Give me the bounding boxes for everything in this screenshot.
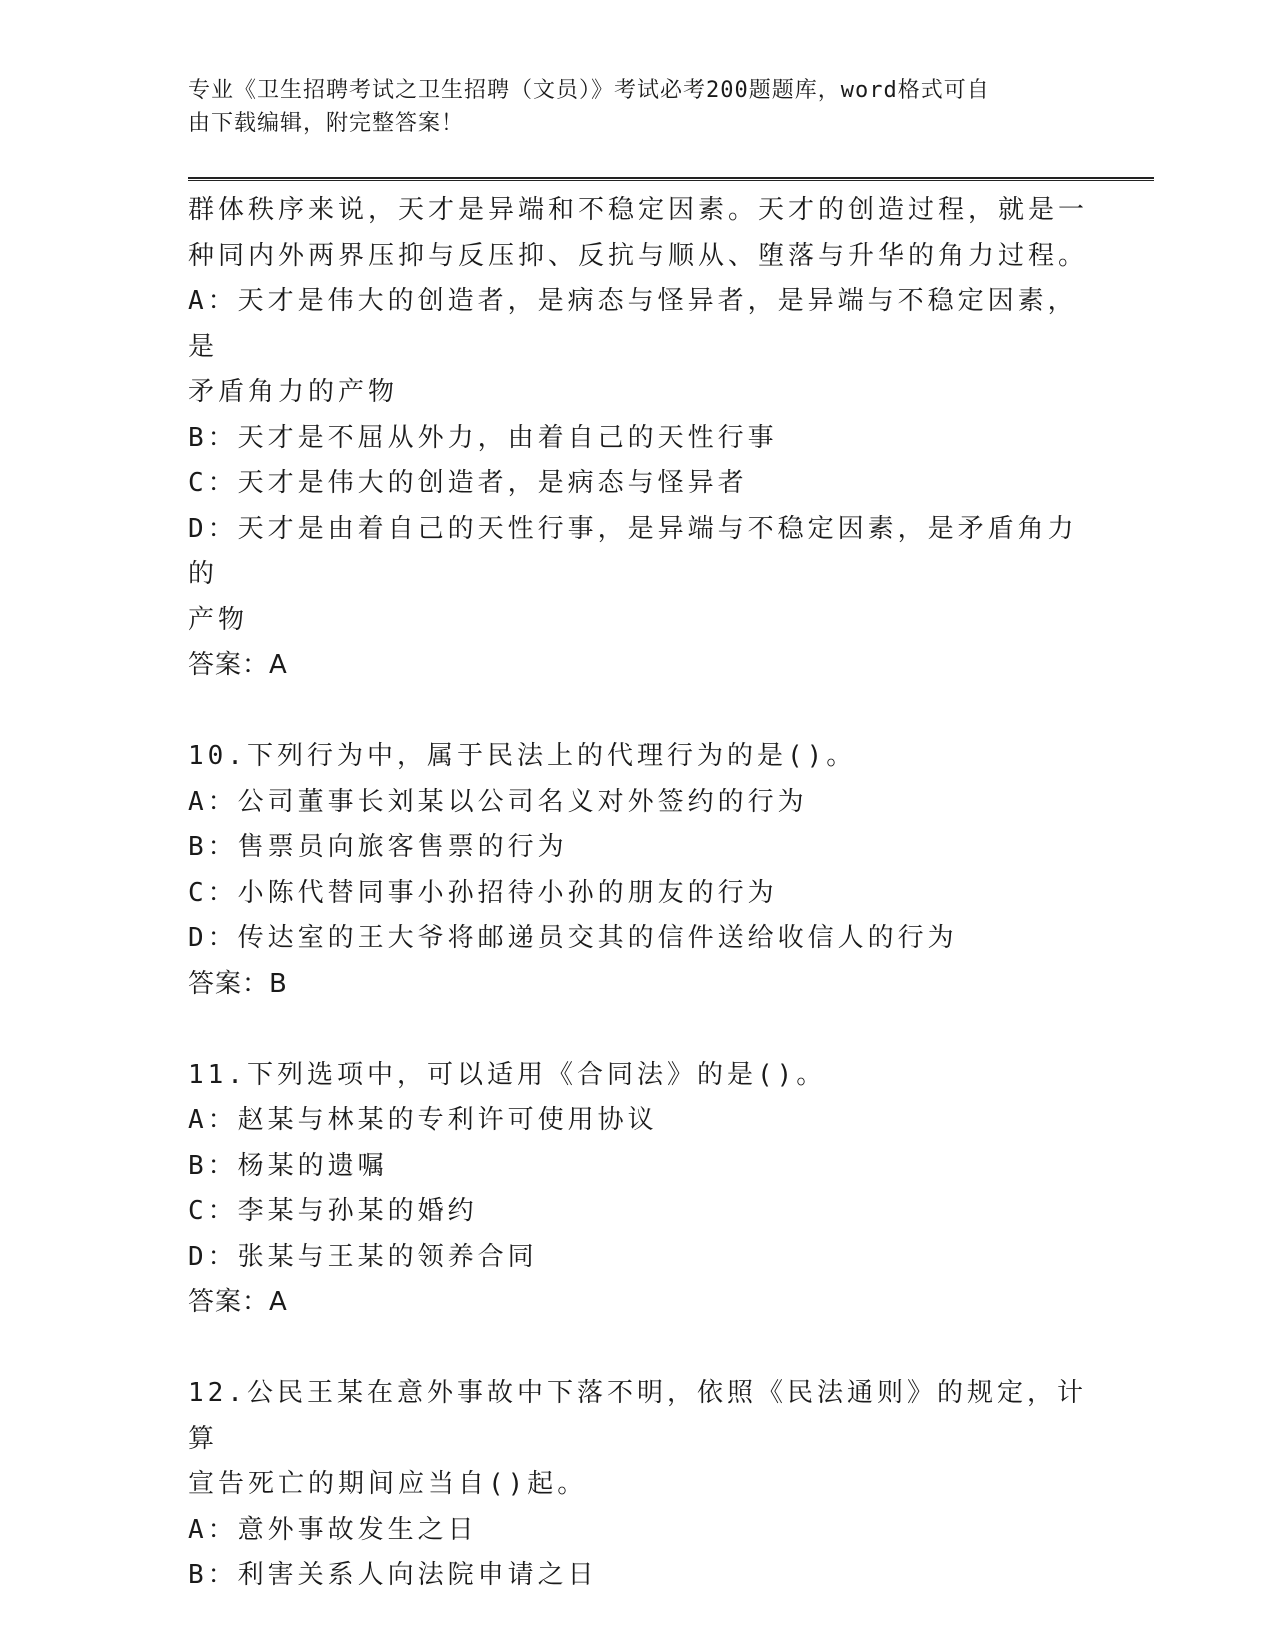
- header-line-2: 由下载编辑，附完整答案！: [188, 111, 465, 136]
- question-text: 种同内外两界压抑与反压抑、反抗与顺从、堕落与升华的角力过程。: [188, 240, 1089, 271]
- option-d: D：张某与王某的领养合同: [188, 1241, 538, 1272]
- option-d-cont: 产物: [188, 604, 249, 635]
- answer-line: 答案：A: [188, 1287, 288, 1317]
- header-divider: [188, 177, 1154, 181]
- option-b: B：天才是不屈从外力，由着自己的天性行事: [188, 422, 778, 453]
- question-stem: 10.下列行为中，属于民法上的代理行为的是()。: [188, 741, 857, 771]
- question-12: [188, 1371, 1088, 1599]
- option-a: A：公司董事长刘某以公司名义对外签约的行为: [188, 786, 808, 817]
- question-stem: 12.公民王某在意外事故中下落不明，依照《民法通则》的规定，计算: [188, 1378, 1087, 1454]
- option-c: C：李某与孙某的婚约: [188, 1196, 478, 1226]
- question-stem-cont: 宣告死亡的期间应当自()起。: [188, 1469, 588, 1499]
- spacer: [188, 1326, 1088, 1372]
- spacer: [188, 689, 1088, 735]
- option-b: B：杨某的遗嘱: [188, 1150, 388, 1181]
- option-a: A：赵某与林某的专利许可使用协议: [188, 1105, 658, 1135]
- question-text: 群体秩序来说，天才是异端和不稳定因素。天才的创造过程，就是一: [188, 195, 1089, 225]
- option-b: B：利害关系人向法院申请之日: [188, 1560, 598, 1590]
- document-header: [188, 74, 1068, 140]
- question-stem: 11.下列选项中，可以适用《合同法》的是()。: [188, 1059, 827, 1090]
- question-10: [188, 734, 1088, 1007]
- option-a: A：天才是伟大的创造者，是病态与怪异者，是异端与不稳定因素，是: [188, 286, 1078, 362]
- answer-line: 答案：B: [188, 968, 288, 999]
- header-line-1: 专业《卫生招聘考试之卫生招聘（文员）》考试必考200题题库，word格式可自: [188, 78, 990, 103]
- question-11: [188, 1053, 1088, 1326]
- option-d: D：天才是由着自己的天性行事，是异端与不稳定因素，是矛盾角力的: [188, 513, 1078, 589]
- option-a: A：意外事故发生之日: [188, 1514, 478, 1545]
- option-b: B：售票员向旅客售票的行为: [188, 832, 568, 862]
- option-d: D：传达室的王大爷将邮递员交其的信件送给收信人的行为: [188, 923, 958, 953]
- option-a-cont: 矛盾角力的产物: [188, 377, 399, 407]
- option-c: C：天才是伟大的创造者，是病态与怪异者: [188, 468, 748, 498]
- answer-line: 答案：A: [188, 650, 288, 680]
- spacer: [188, 1007, 1088, 1053]
- option-c: C：小陈代替同事小孙招待小孙的朋友的行为: [188, 877, 778, 908]
- document-body: [188, 188, 1088, 1599]
- question-9-continued: [188, 188, 1088, 689]
